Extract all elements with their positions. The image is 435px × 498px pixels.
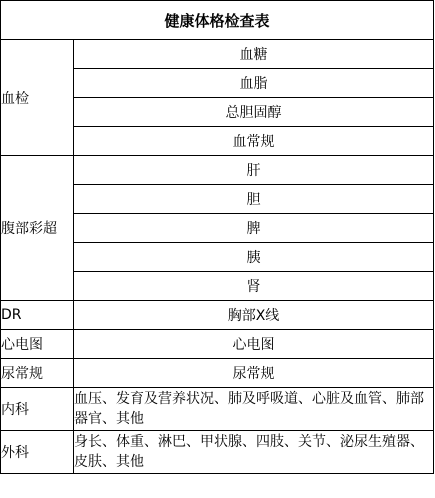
- category-ecg: 心电图: [1, 330, 74, 359]
- category-surgery: 外科: [1, 431, 74, 474]
- title-row: [1, 1, 434, 40]
- table-row: [1, 156, 434, 185]
- item-total-cholesterol: 总胆固醇: [74, 98, 434, 127]
- item-chest-xray: 胸部X线: [74, 301, 434, 330]
- category-abdominal-ultrasound: 腹部彩超: [1, 156, 74, 301]
- item-surgery-detail: 身长、体重、淋巴、甲状腺、四肢、关节、泌尿生殖器、皮肤、其他: [74, 431, 434, 474]
- category-internal-medicine: 内科: [1, 388, 74, 431]
- item-ecg: 心电图: [74, 330, 434, 359]
- category-dr: DR: [1, 301, 74, 330]
- item-gallbladder: 胆: [74, 185, 434, 214]
- item-pancreas: 胰: [74, 243, 434, 272]
- item-blood-routine: 血常规: [74, 127, 434, 156]
- table-row: [1, 431, 434, 474]
- item-urine-routine: 尿常规: [74, 359, 434, 388]
- table-row: [1, 388, 434, 431]
- category-blood-test: 血检: [1, 40, 74, 156]
- item-blood-lipid: 血脂: [74, 69, 434, 98]
- table-row: [1, 359, 434, 388]
- table-row: [1, 330, 434, 359]
- item-kidney: 肾: [74, 272, 434, 301]
- item-internal-medicine-detail: 血压、发育及营养状况、肺及呼吸道、心脏及血管、肺部器官、其他: [74, 388, 434, 431]
- item-spleen: 脾: [74, 214, 434, 243]
- item-liver: 肝: [74, 156, 434, 185]
- item-blood-sugar: 血糖: [74, 40, 434, 69]
- table-row: [1, 40, 434, 69]
- table-title: 健康体格检查表: [1, 1, 434, 40]
- table-row: [1, 301, 434, 330]
- category-urine-routine: 尿常规: [1, 359, 74, 388]
